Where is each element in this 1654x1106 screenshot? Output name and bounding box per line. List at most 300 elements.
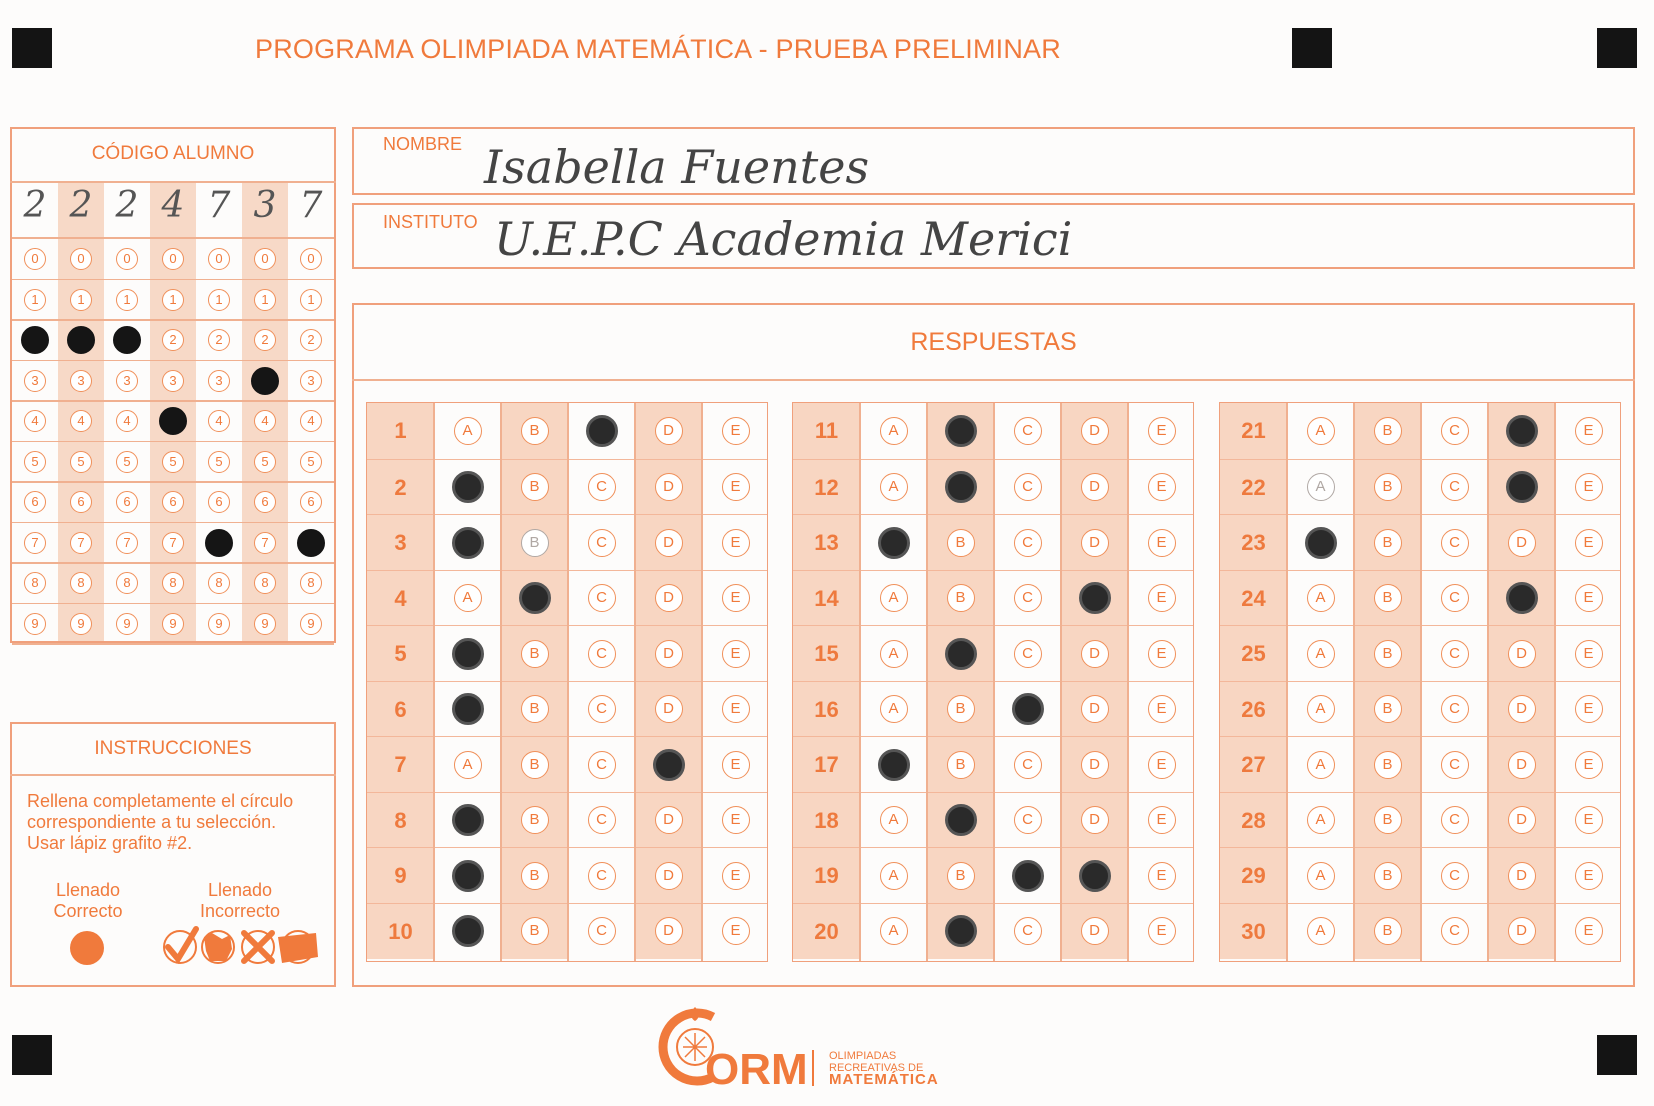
answer-bubble-a[interactable]: A bbox=[1307, 862, 1335, 890]
answer-bubble-c[interactable] bbox=[1012, 693, 1044, 725]
option-cell-a bbox=[860, 793, 927, 849]
answer-bubble-e[interactable]: E bbox=[1148, 640, 1176, 668]
answer-bubble-b[interactable]: B bbox=[947, 584, 975, 612]
question-number-cell bbox=[367, 904, 434, 960]
answer-bubble-e[interactable]: E bbox=[1575, 529, 1603, 557]
option-cell-b bbox=[501, 848, 568, 904]
answer-bubble-d[interactable] bbox=[1506, 471, 1538, 503]
answer-bubble-d[interactable]: D bbox=[1081, 640, 1109, 668]
answer-bubble-a[interactable]: A bbox=[880, 806, 908, 834]
code-bubble-7[interactable]: 7 bbox=[70, 532, 92, 554]
answer-bubble-b[interactable]: B bbox=[521, 806, 549, 834]
code-bubble-6[interactable]: 6 bbox=[254, 491, 276, 513]
code-bubble-3[interactable]: 3 bbox=[300, 370, 322, 392]
code-bubble-3[interactable]: 3 bbox=[24, 370, 46, 392]
answer-bubble-e[interactable]: E bbox=[1575, 417, 1603, 445]
code-bubble-2[interactable]: 2 bbox=[162, 329, 184, 351]
code-bubble-6[interactable]: 6 bbox=[116, 491, 138, 513]
answer-bubble-b[interactable]: B bbox=[521, 417, 549, 445]
option-cell-a bbox=[434, 626, 501, 682]
code-bubble-6[interactable]: 6 bbox=[208, 491, 230, 513]
option-cell-d bbox=[1061, 571, 1128, 627]
question-number: 19 bbox=[814, 863, 839, 888]
code-bubble-3[interactable] bbox=[251, 367, 279, 395]
answer-bubble-c[interactable]: C bbox=[1014, 917, 1042, 945]
answer-bubble-d[interactable]: D bbox=[1508, 529, 1536, 557]
answer-bubble-e[interactable]: E bbox=[1575, 640, 1603, 668]
answer-bubble-a[interactable] bbox=[452, 915, 484, 947]
answer-bubble-e[interactable]: E bbox=[1575, 584, 1603, 612]
answer-bubble-a[interactable]: A bbox=[1307, 806, 1335, 834]
answer-bubble-d[interactable]: D bbox=[655, 584, 683, 612]
option-cell-e bbox=[702, 848, 769, 904]
answer-bubble-b[interactable]: B bbox=[1374, 584, 1402, 612]
answer-bubble-a[interactable]: A bbox=[880, 862, 908, 890]
answer-bubble-c[interactable]: C bbox=[1014, 751, 1042, 779]
answer-bubble-a[interactable]: A bbox=[880, 417, 908, 445]
code-bubble-0[interactable]: 0 bbox=[300, 248, 322, 270]
code-bubble-1[interactable]: 1 bbox=[300, 289, 322, 311]
instructions-label: INSTRUCCIONES bbox=[94, 738, 252, 759]
option-cell-d bbox=[1061, 793, 1128, 849]
code-bubble-7[interactable]: 7 bbox=[116, 532, 138, 554]
option-cell-c bbox=[1421, 626, 1488, 682]
answer-bubble-b[interactable]: B bbox=[947, 751, 975, 779]
answer-bubble-b[interactable]: B bbox=[521, 751, 549, 779]
answer-bubble-b[interactable]: B bbox=[947, 695, 975, 723]
answer-bubble-b[interactable] bbox=[519, 582, 551, 614]
answer-bubble-c[interactable] bbox=[1012, 860, 1044, 892]
option-cell-d bbox=[1061, 904, 1128, 960]
code-bubble-5[interactable]: 5 bbox=[70, 451, 92, 473]
answer-bubble-c[interactable]: C bbox=[588, 751, 616, 779]
answer-bubble-d[interactable]: D bbox=[1081, 751, 1109, 779]
answer-bubble-a[interactable]: A bbox=[880, 473, 908, 501]
answer-bubble-a[interactable] bbox=[878, 749, 910, 781]
question-number-cell bbox=[793, 403, 860, 459]
answer-bubble-d[interactable]: D bbox=[1508, 806, 1536, 834]
answer-bubble-e[interactable]: E bbox=[1148, 917, 1176, 945]
answer-bubble-c[interactable]: C bbox=[588, 862, 616, 890]
answer-bubble-e[interactable]: E bbox=[1575, 695, 1603, 723]
answer-bubble-a[interactable]: A bbox=[1307, 417, 1335, 445]
answer-bubble-b[interactable]: B bbox=[1374, 751, 1402, 779]
answer-bubble-e[interactable]: E bbox=[1148, 417, 1176, 445]
answer-bubble-e[interactable]: E bbox=[722, 473, 750, 501]
answer-bubble-d[interactable]: D bbox=[655, 640, 683, 668]
option-cell-e bbox=[1555, 515, 1622, 571]
option-cell-d bbox=[1061, 626, 1128, 682]
answer-bubble-d[interactable]: D bbox=[655, 529, 683, 557]
code-bubble-4[interactable]: 4 bbox=[70, 410, 92, 432]
answer-bubble-e[interactable]: E bbox=[1575, 806, 1603, 834]
option-cell-a bbox=[1287, 737, 1354, 793]
option-cell-e bbox=[1555, 571, 1622, 627]
answer-bubble-c[interactable]: C bbox=[1441, 751, 1469, 779]
question-number-cell bbox=[1220, 460, 1287, 516]
answer-bubble-e[interactable]: E bbox=[722, 917, 750, 945]
question-number: 12 bbox=[814, 474, 839, 500]
answer-bubble-c[interactable]: C bbox=[1441, 806, 1469, 834]
question-number-cell bbox=[1220, 682, 1287, 738]
answer-bubble-b[interactable]: B bbox=[1374, 640, 1402, 668]
answers-grid-line bbox=[1286, 403, 1288, 961]
option-cell-c bbox=[994, 793, 1061, 849]
code-bubble-5[interactable]: 5 bbox=[300, 451, 322, 473]
answer-bubble-d[interactable]: D bbox=[1508, 640, 1536, 668]
option-cell-e bbox=[1128, 793, 1195, 849]
answers-grid-line bbox=[1127, 403, 1129, 961]
option-cell-c bbox=[568, 571, 635, 627]
answer-bubble-a[interactable]: A bbox=[1307, 917, 1335, 945]
answer-bubble-b[interactable] bbox=[945, 804, 977, 836]
answer-bubble-c[interactable]: C bbox=[1014, 473, 1042, 501]
code-bubble-3[interactable]: 3 bbox=[162, 370, 184, 392]
answer-bubble-a[interactable]: A bbox=[1307, 473, 1335, 501]
option-cell-e bbox=[702, 460, 769, 516]
option-cell-a bbox=[434, 737, 501, 793]
student-code-label: CÓDIGO ALUMNO bbox=[91, 143, 255, 164]
question-number-cell bbox=[367, 626, 434, 682]
question-number: 3 bbox=[394, 530, 407, 555]
code-bubble-8[interactable]: 8 bbox=[24, 572, 46, 594]
answer-bubble-c[interactable]: C bbox=[1441, 529, 1469, 557]
code-bubble-9[interactable]: 9 bbox=[162, 613, 184, 635]
answer-bubble-d[interactable]: D bbox=[1081, 806, 1109, 834]
question-number: 20 bbox=[814, 918, 839, 944]
answer-bubble-b[interactable]: B bbox=[1374, 695, 1402, 723]
answer-bubble-c[interactable]: C bbox=[588, 473, 616, 501]
question-number-cell bbox=[793, 626, 860, 682]
option-cell-e bbox=[702, 403, 769, 459]
code-bubble-1[interactable]: 1 bbox=[116, 289, 138, 311]
answer-bubble-b[interactable]: B bbox=[1374, 917, 1402, 945]
answer-bubble-b[interactable] bbox=[945, 915, 977, 947]
option-cell-d bbox=[635, 737, 702, 793]
answer-bubble-a[interactable]: A bbox=[880, 695, 908, 723]
option-cell-e bbox=[702, 682, 769, 738]
answer-bubble-d[interactable]: D bbox=[1081, 695, 1109, 723]
answer-bubble-c[interactable]: C bbox=[1441, 473, 1469, 501]
code-bubble-5[interactable]: 5 bbox=[254, 451, 276, 473]
code-bubble-1[interactable]: 1 bbox=[208, 289, 230, 311]
code-bubble-6[interactable]: 6 bbox=[162, 491, 184, 513]
answer-bubble-d[interactable]: D bbox=[655, 695, 683, 723]
option-cell-b bbox=[501, 682, 568, 738]
registration-marker-bottom-right bbox=[1597, 1035, 1637, 1075]
answer-bubble-d[interactable]: D bbox=[1508, 862, 1536, 890]
answer-bubble-e[interactable]: E bbox=[1148, 806, 1176, 834]
answer-bubble-c[interactable]: C bbox=[1014, 640, 1042, 668]
answer-bubble-c[interactable]: C bbox=[1441, 862, 1469, 890]
code-bubble-4[interactable] bbox=[159, 407, 187, 435]
instituto-label: INSTITUTO bbox=[383, 212, 478, 232]
answer-bubble-d[interactable] bbox=[653, 749, 685, 781]
answer-bubble-e[interactable]: E bbox=[722, 529, 750, 557]
code-bubble-4[interactable]: 4 bbox=[24, 410, 46, 432]
answer-bubble-d[interactable]: D bbox=[1508, 695, 1536, 723]
answer-bubble-a[interactable] bbox=[1305, 527, 1337, 559]
answer-bubble-c[interactable]: C bbox=[1441, 417, 1469, 445]
answer-bubble-b[interactable]: B bbox=[521, 640, 549, 668]
answer-bubble-a[interactable]: A bbox=[1307, 640, 1335, 668]
code-bubble-2[interactable] bbox=[67, 326, 95, 354]
code-bubble-7[interactable] bbox=[205, 529, 233, 557]
option-cell-b bbox=[1354, 737, 1421, 793]
answer-bubble-c[interactable]: C bbox=[588, 529, 616, 557]
answer-bubble-c[interactable]: C bbox=[588, 584, 616, 612]
answer-bubble-d[interactable]: D bbox=[655, 917, 683, 945]
question-number: 5 bbox=[394, 641, 407, 666]
code-bubble-2[interactable]: 2 bbox=[300, 329, 322, 351]
answer-bubble-c[interactable]: C bbox=[1441, 917, 1469, 945]
answer-bubble-e[interactable]: E bbox=[1148, 584, 1176, 612]
question-number: 14 bbox=[814, 585, 839, 611]
code-bubble-9[interactable]: 9 bbox=[254, 613, 276, 635]
answer-bubble-b[interactable]: B bbox=[521, 917, 549, 945]
option-cell-e bbox=[702, 904, 769, 960]
code-bubble-9[interactable]: 9 bbox=[70, 613, 92, 635]
answer-bubble-c[interactable] bbox=[586, 415, 618, 447]
answer-bubble-a[interactable] bbox=[452, 860, 484, 892]
question-number: 16 bbox=[814, 696, 839, 722]
answer-bubble-c[interactable]: C bbox=[588, 640, 616, 668]
answer-bubble-d[interactable]: D bbox=[655, 806, 683, 834]
question-number-cell bbox=[1220, 515, 1287, 571]
answer-bubble-b[interactable]: B bbox=[947, 529, 975, 557]
answer-bubble-d[interactable]: D bbox=[1081, 917, 1109, 945]
option-cell-d bbox=[1061, 848, 1128, 904]
code-bubble-3[interactable]: 3 bbox=[70, 370, 92, 392]
answer-bubble-d[interactable] bbox=[1506, 582, 1538, 614]
answer-bubble-b[interactable] bbox=[945, 638, 977, 670]
code-bubble-0[interactable]: 0 bbox=[162, 248, 184, 270]
code-bubble-8[interactable]: 8 bbox=[254, 572, 276, 594]
code-bubble-9[interactable]: 9 bbox=[116, 613, 138, 635]
answer-bubble-a[interactable]: A bbox=[454, 751, 482, 779]
answer-bubble-e[interactable]: E bbox=[1575, 917, 1603, 945]
answer-bubble-a[interactable] bbox=[452, 527, 484, 559]
answer-bubble-d[interactable] bbox=[1079, 582, 1111, 614]
option-cell-e bbox=[702, 793, 769, 849]
code-bubble-9[interactable]: 9 bbox=[208, 613, 230, 635]
answer-bubble-a[interactable] bbox=[452, 638, 484, 670]
option-cell-e bbox=[1555, 403, 1622, 459]
code-bubble-1[interactable]: 1 bbox=[70, 289, 92, 311]
answers-grid-line bbox=[433, 403, 435, 961]
answer-bubble-d[interactable] bbox=[1079, 860, 1111, 892]
code-bubble-2[interactable]: 2 bbox=[208, 329, 230, 351]
answer-bubble-c[interactable]: C bbox=[1014, 806, 1042, 834]
code-bubble-7[interactable]: 7 bbox=[24, 532, 46, 554]
option-cell-c bbox=[568, 403, 635, 459]
answer-bubble-a[interactable]: A bbox=[454, 417, 482, 445]
answer-bubble-a[interactable] bbox=[878, 527, 910, 559]
answer-bubble-b[interactable]: B bbox=[1374, 806, 1402, 834]
option-cell-b bbox=[1354, 904, 1421, 960]
answer-bubble-b[interactable]: B bbox=[521, 473, 549, 501]
answer-bubble-c[interactable]: C bbox=[1014, 417, 1042, 445]
answer-bubble-a[interactable] bbox=[452, 804, 484, 836]
answer-bubble-e[interactable]: E bbox=[1575, 751, 1603, 779]
question-number-cell bbox=[1220, 737, 1287, 793]
code-bubble-4[interactable]: 4 bbox=[300, 410, 322, 432]
code-grid-line bbox=[12, 360, 334, 362]
answer-bubble-e[interactable]: E bbox=[1148, 862, 1176, 890]
code-bubble-4[interactable]: 4 bbox=[116, 410, 138, 432]
answer-bubble-c[interactable]: C bbox=[1441, 584, 1469, 612]
option-cell-b bbox=[1354, 848, 1421, 904]
checkmark-icon bbox=[164, 929, 196, 963]
code-bubble-8[interactable]: 8 bbox=[300, 572, 322, 594]
option-cell-c bbox=[568, 460, 635, 516]
answer-bubble-e[interactable]: E bbox=[1148, 473, 1176, 501]
answer-bubble-a[interactable]: A bbox=[454, 584, 482, 612]
option-cell-a bbox=[1287, 682, 1354, 738]
answer-bubble-a[interactable]: A bbox=[1307, 584, 1335, 612]
answer-bubble-e[interactable]: E bbox=[1148, 695, 1176, 723]
answer-bubble-d[interactable]: D bbox=[1508, 917, 1536, 945]
answer-bubble-b[interactable]: B bbox=[1374, 417, 1402, 445]
answer-bubble-b[interactable]: B bbox=[1374, 529, 1402, 557]
question-number: 18 bbox=[814, 807, 839, 833]
code-bubble-2[interactable] bbox=[21, 326, 49, 354]
nombre-label: NOMBRE bbox=[383, 134, 463, 154]
answer-bubble-a[interactable]: A bbox=[880, 917, 908, 945]
question-number: 10 bbox=[388, 918, 413, 944]
answer-bubble-b[interactable]: B bbox=[1374, 862, 1402, 890]
answer-bubble-c[interactable]: C bbox=[1441, 695, 1469, 723]
answer-bubble-e[interactable]: E bbox=[722, 695, 750, 723]
code-bubble-0[interactable]: 0 bbox=[208, 248, 230, 270]
answer-bubble-b[interactable]: B bbox=[521, 862, 549, 890]
code-bubble-1[interactable]: 1 bbox=[24, 289, 46, 311]
code-bubble-0[interactable]: 0 bbox=[24, 248, 46, 270]
answer-bubble-a[interactable]: A bbox=[880, 584, 908, 612]
code-bubble-0[interactable]: 0 bbox=[70, 248, 92, 270]
answer-bubble-a[interactable]: A bbox=[1307, 751, 1335, 779]
answer-bubble-c[interactable]: C bbox=[588, 806, 616, 834]
option-cell-c bbox=[568, 848, 635, 904]
code-bubble-5[interactable]: 5 bbox=[116, 451, 138, 473]
option-cell-b bbox=[501, 737, 568, 793]
code-bubble-4[interactable]: 4 bbox=[254, 410, 276, 432]
code-bubble-0[interactable]: 0 bbox=[254, 248, 276, 270]
code-bubble-6[interactable]: 6 bbox=[24, 491, 46, 513]
question-number: 8 bbox=[394, 807, 407, 833]
option-cell-c bbox=[1421, 571, 1488, 627]
question-number-cell bbox=[367, 515, 434, 571]
code-bubble-8[interactable]: 8 bbox=[208, 572, 230, 594]
code-bubble-3[interactable]: 3 bbox=[116, 370, 138, 392]
answer-bubble-d[interactable]: D bbox=[1081, 529, 1109, 557]
code-bubble-1[interactable]: 1 bbox=[162, 289, 184, 311]
code-bubble-4[interactable]: 4 bbox=[208, 410, 230, 432]
answer-bubble-b[interactable]: B bbox=[1374, 473, 1402, 501]
option-cell-c bbox=[568, 737, 635, 793]
answer-bubble-e[interactable]: E bbox=[722, 584, 750, 612]
code-bubble-7[interactable]: 7 bbox=[162, 532, 184, 554]
answer-bubble-c[interactable]: C bbox=[1014, 529, 1042, 557]
code-bubble-6[interactable]: 6 bbox=[300, 491, 322, 513]
answer-bubble-a[interactable]: A bbox=[880, 640, 908, 668]
cross-mark-icon bbox=[242, 931, 274, 963]
option-cell-a bbox=[860, 515, 927, 571]
answer-bubble-e[interactable]: E bbox=[1148, 751, 1176, 779]
answers-grid-line bbox=[1487, 403, 1489, 961]
code-bubble-1[interactable]: 1 bbox=[254, 289, 276, 311]
answer-bubble-e[interactable]: E bbox=[722, 806, 750, 834]
answer-bubble-d[interactable]: D bbox=[655, 417, 683, 445]
answer-bubble-a[interactable] bbox=[452, 471, 484, 503]
answer-bubble-d[interactable]: D bbox=[655, 862, 683, 890]
answer-bubble-e[interactable]: E bbox=[722, 640, 750, 668]
option-cell-a bbox=[434, 904, 501, 960]
code-bubble-5[interactable]: 5 bbox=[162, 451, 184, 473]
code-bubble-9[interactable]: 9 bbox=[300, 613, 322, 635]
answer-bubble-c[interactable]: C bbox=[1014, 584, 1042, 612]
answer-bubble-b[interactable] bbox=[945, 415, 977, 447]
incorrect-fill-examples-icon bbox=[160, 925, 320, 969]
code-bubble-2[interactable]: 2 bbox=[254, 329, 276, 351]
code-bubble-2[interactable] bbox=[113, 326, 141, 354]
question-number: 1 bbox=[394, 418, 407, 443]
answers-header-divider bbox=[352, 379, 1635, 381]
code-bubble-6[interactable]: 6 bbox=[70, 491, 92, 513]
answer-bubble-b[interactable] bbox=[945, 471, 977, 503]
answer-bubble-b[interactable]: B bbox=[947, 862, 975, 890]
code-bubble-0[interactable]: 0 bbox=[116, 248, 138, 270]
answer-bubble-e[interactable]: E bbox=[1575, 473, 1603, 501]
answer-bubble-c[interactable]: C bbox=[588, 695, 616, 723]
registration-marker-top-right bbox=[1597, 28, 1637, 68]
option-cell-b bbox=[501, 904, 568, 960]
answer-bubble-a[interactable] bbox=[452, 693, 484, 725]
answer-bubble-b[interactable]: B bbox=[521, 529, 549, 557]
option-cell-c bbox=[1421, 460, 1488, 516]
answer-bubble-c[interactable]: C bbox=[1441, 640, 1469, 668]
answer-bubble-e[interactable]: E bbox=[722, 751, 750, 779]
answer-bubble-e[interactable]: E bbox=[722, 417, 750, 445]
answer-bubble-e[interactable]: E bbox=[1575, 862, 1603, 890]
code-bubble-8[interactable]: 8 bbox=[116, 572, 138, 594]
code-bubble-7[interactable] bbox=[297, 529, 325, 557]
answer-bubble-d[interactable]: D bbox=[1081, 417, 1109, 445]
option-cell-c bbox=[994, 403, 1061, 459]
code-bubble-8[interactable]: 8 bbox=[70, 572, 92, 594]
option-cell-c bbox=[1421, 848, 1488, 904]
student-code-grid[interactable] bbox=[12, 183, 334, 641]
answer-bubble-e[interactable]: E bbox=[722, 862, 750, 890]
answer-bubble-d[interactable]: D bbox=[655, 473, 683, 501]
answer-bubble-c[interactable]: C bbox=[588, 917, 616, 945]
code-bubble-9[interactable]: 9 bbox=[24, 613, 46, 635]
option-cell-d bbox=[1061, 515, 1128, 571]
answer-bubble-d[interactable] bbox=[1506, 415, 1538, 447]
answer-bubble-e[interactable]: E bbox=[1148, 529, 1176, 557]
option-cell-a bbox=[434, 460, 501, 516]
code-bubble-5[interactable]: 5 bbox=[208, 451, 230, 473]
code-bubble-8[interactable]: 8 bbox=[162, 572, 184, 594]
answer-bubble-b[interactable]: B bbox=[521, 695, 549, 723]
answer-bubble-d[interactable]: D bbox=[1081, 473, 1109, 501]
code-bubble-5[interactable]: 5 bbox=[24, 451, 46, 473]
answer-bubble-a[interactable]: A bbox=[1307, 695, 1335, 723]
answer-bubble-d[interactable]: D bbox=[1508, 751, 1536, 779]
code-bubble-7[interactable]: 7 bbox=[254, 532, 276, 554]
option-cell-d bbox=[1061, 403, 1128, 459]
code-bubble-3[interactable]: 3 bbox=[208, 370, 230, 392]
